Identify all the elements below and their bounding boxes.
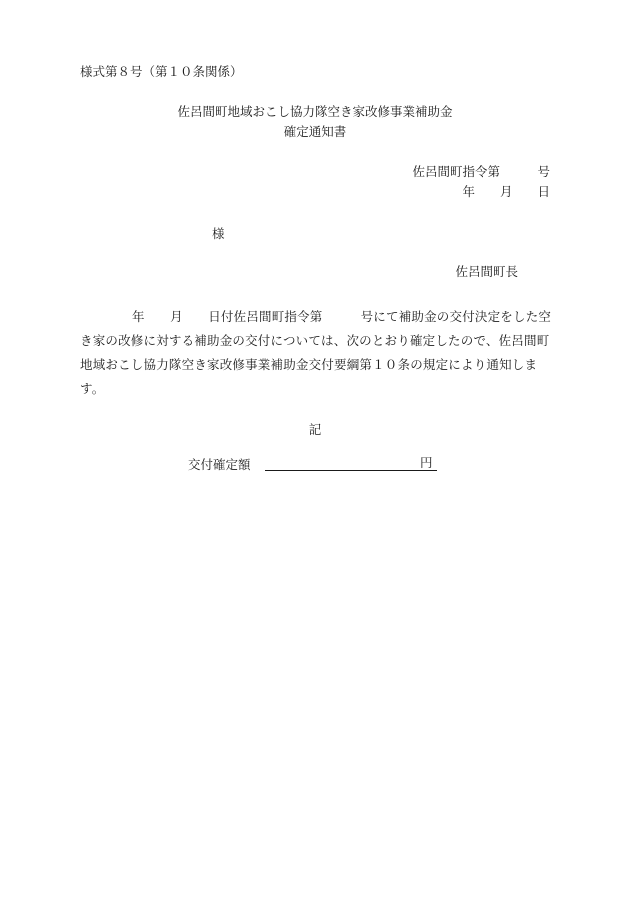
document-subtitle: 確定通知書 xyxy=(283,124,347,139)
addressee: 様 xyxy=(212,226,225,241)
order-date: 年 月 日 xyxy=(462,184,550,199)
amount-label: 交付確定額 xyxy=(188,456,251,472)
amount-row xyxy=(188,456,437,471)
amount-field xyxy=(265,456,437,471)
body-paragraph: 年 月 日付佐呂間町指令第 号にて補助金の交付決定をした空き家の改修に対する補助金の交付については、次のとおり確定したので、佐呂間町地域おこし協力隊空き家改修事業補助金交付要綱第１０条の規定により通知します。 xyxy=(80,309,552,396)
document-title: 佐呂間町地域おこし協力隊空き家改修事業補助金 xyxy=(177,104,453,119)
amount-unit: 円 xyxy=(420,455,433,470)
ki-heading: 記 xyxy=(308,422,322,437)
order-number: 佐呂間町指令第 号 xyxy=(412,164,550,179)
form-number: 様式第８号（第１０条関係） xyxy=(80,64,243,79)
issuer: 佐呂間町長 xyxy=(455,264,518,279)
